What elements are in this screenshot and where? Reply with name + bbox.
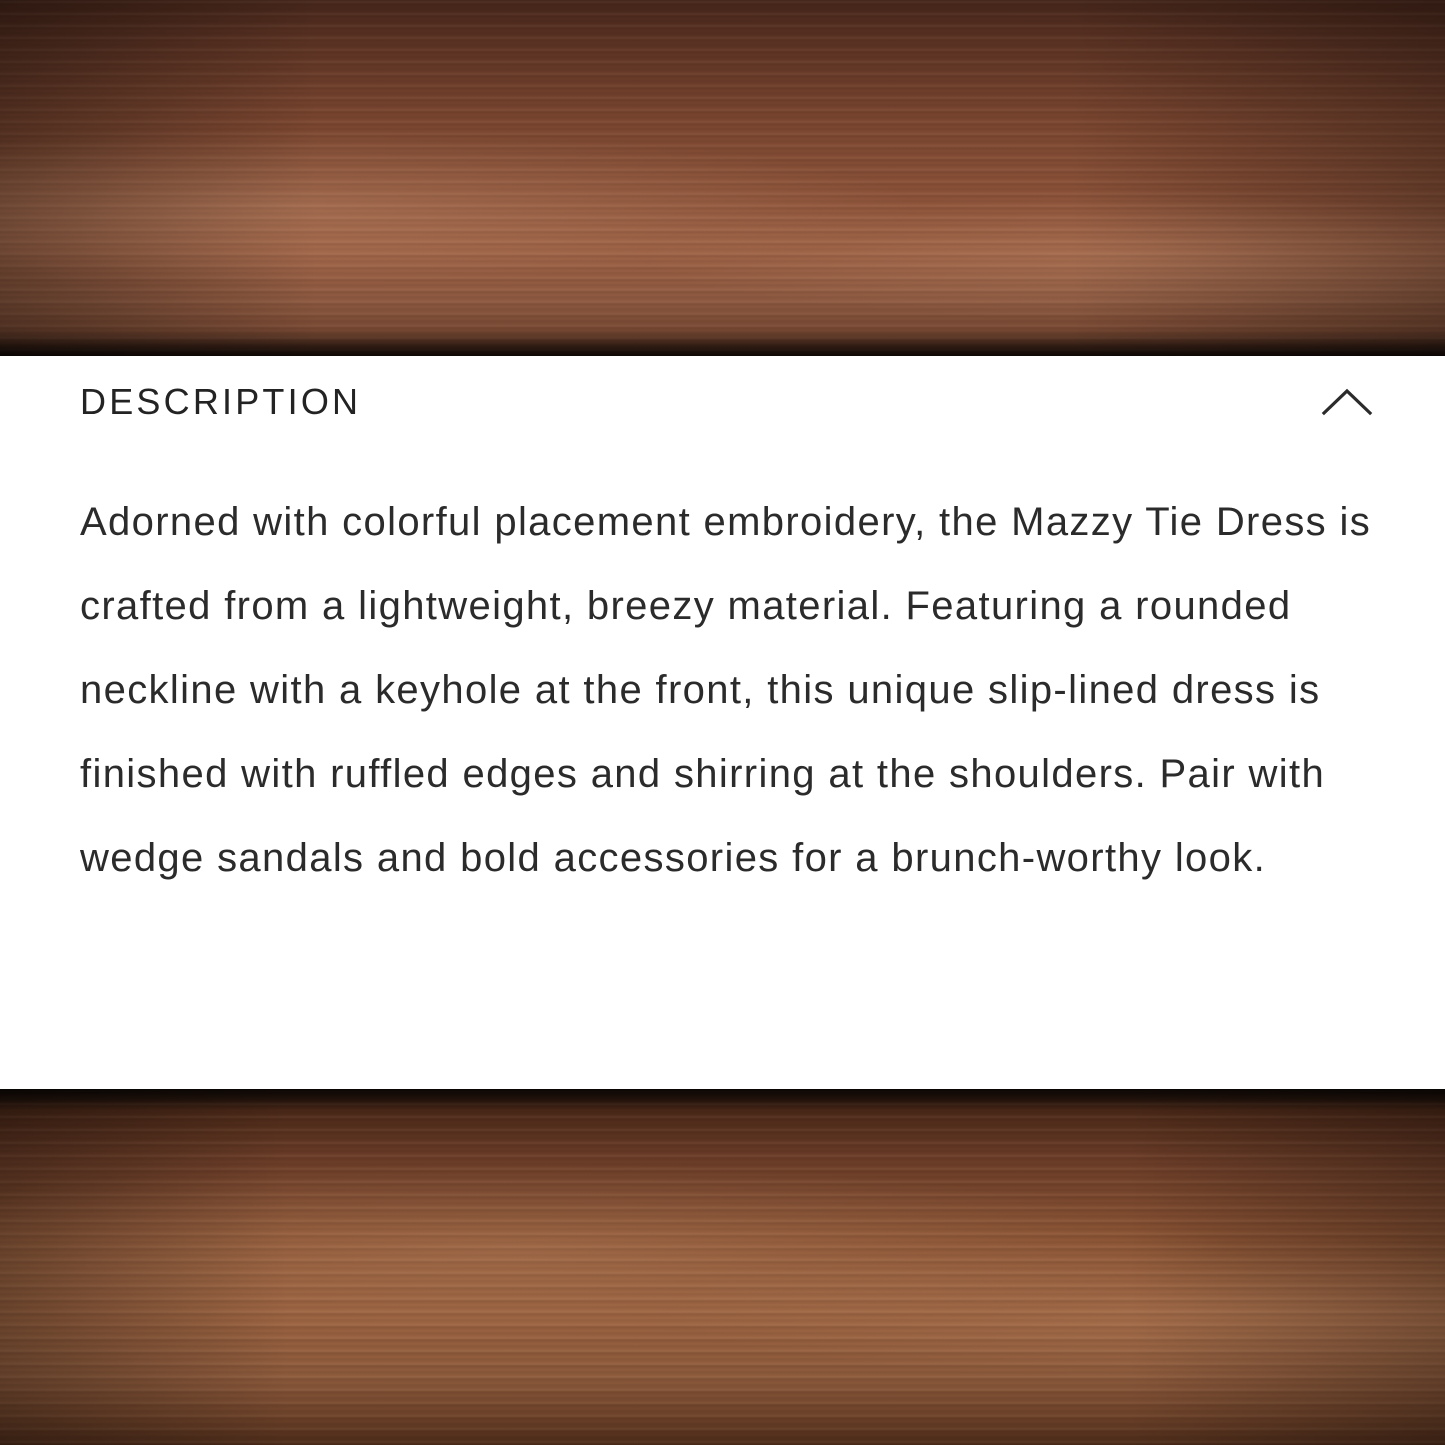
description-header[interactable] xyxy=(80,382,1373,422)
wood-highlight-top xyxy=(0,0,1445,356)
description-title: DESCRIPTION xyxy=(80,381,362,422)
wood-shadow-top xyxy=(0,330,1445,356)
wood-highlight-bottom xyxy=(0,1089,1445,1445)
wood-shadow-bottom xyxy=(0,1089,1445,1111)
chevron-up-icon[interactable] xyxy=(1321,386,1373,418)
description-body xyxy=(80,480,1389,900)
wood-background-bottom xyxy=(0,1089,1445,1445)
description-panel xyxy=(0,356,1445,1089)
wood-background-top xyxy=(0,0,1445,356)
description-text: Adorned with colorful placement embroidery, the Mazzy Tie Dress is crafted from a lightweight, breezy material. Featuring a rounded neckline with a keyhole at the front, this unique slip-lined dress is finished with ruffled edges and shirring at the shoulders. Pair with wedge sandals and bold accessories for a brunch-worthy look. xyxy=(80,500,1372,880)
